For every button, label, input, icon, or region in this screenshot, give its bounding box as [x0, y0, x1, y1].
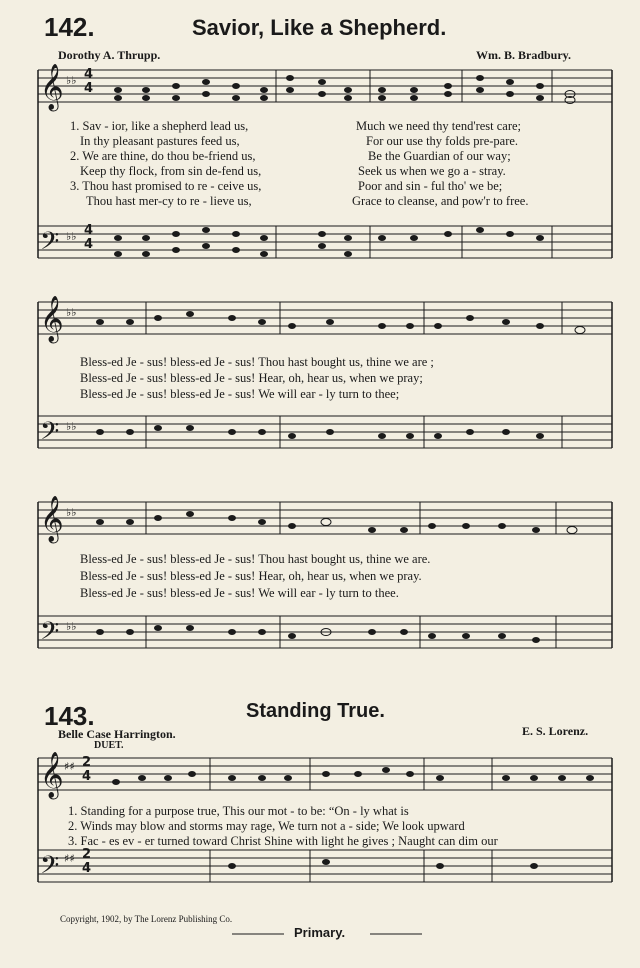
svg-text:𝄞: 𝄞	[40, 64, 64, 110]
hymn-number-143: 143.	[44, 701, 95, 731]
svg-text:♭♭: ♭♭	[66, 620, 77, 633]
author-credit-143: Belle Case Harrington.	[58, 727, 176, 741]
hymn-title-143: Standing True.	[246, 700, 385, 722]
verse-line: For our use thy folds pre-pare.	[366, 134, 519, 148]
verse-block	[70, 119, 600, 209]
svg-text:𝄢: 𝄢	[40, 227, 60, 262]
time-signature-bass: 4 4	[84, 223, 94, 252]
refrain-1	[80, 355, 434, 403]
verse-line: In thy pleasant pastures feed us,	[80, 134, 240, 148]
verse-line: Seek us when we go a - stray.	[358, 164, 506, 178]
verse-line: 1. Sav - ior, like a shepherd lead us,	[70, 119, 249, 133]
refrain-2	[80, 552, 430, 603]
verse-line: Thou hast mer-cy to re - lieve us,	[86, 194, 252, 208]
composer-credit-143: E. S. Lorenz.	[522, 724, 589, 738]
refrain-line: Bless-ed Je - sus! bless-ed Je - sus! Thou hast bought us, thine we are ;	[80, 355, 434, 369]
verse-line: 2. Winds may blow and storms may rage, We turn not a - side; We look upward	[68, 819, 465, 833]
verse-line: 3. Thou hast promised to re - ceive us,	[70, 179, 262, 193]
svg-text:𝄞: 𝄞	[40, 496, 64, 542]
svg-text:♭♭: ♭♭	[66, 74, 77, 87]
svg-text:𝄢: 𝄢	[40, 617, 60, 652]
svg-text:♭♭: ♭♭	[66, 230, 77, 243]
svg-text:♭♭: ♭♭	[66, 306, 77, 319]
verse-block-143	[68, 804, 498, 849]
verse-line: 3. Fac - es ev - er turned toward Christ Shine with light he gives ; Naught can dim our	[68, 834, 498, 848]
verse-line: Grace to cleanse, and pow'r to free.	[352, 194, 529, 208]
verse-line: 2. We are thine, do thou be-friend us,	[70, 149, 256, 163]
svg-text:♭♭: ♭♭	[66, 506, 77, 519]
verse-line: Be the Guardian of our way;	[368, 149, 511, 163]
svg-text:♯♯: ♯♯	[64, 760, 75, 773]
verse-line: Keep thy flock, from sin de-fend us,	[80, 164, 262, 178]
verse-line: 1. Standing for a purpose true, This our mot - to be: “On - ly what is	[68, 804, 409, 818]
svg-text:𝄢: 𝄢	[40, 851, 60, 886]
svg-text:𝄞: 𝄞	[40, 296, 64, 342]
time-signature-143: 2 4	[82, 755, 92, 784]
composer-credit: Wm. B. Bradbury.	[476, 48, 572, 62]
author-credit: Dorothy A. Thrupp.	[58, 48, 161, 62]
refrain-line: Bless-ed Je - sus! bless-ed Je - sus! Hear, oh, hear us, when we pray.	[80, 569, 422, 583]
refrain-line: Bless-ed Je - sus! bless-ed Je - sus! We will ear - ly turn to thee.	[80, 586, 399, 600]
refrain-line: Bless-ed Je - sus! bless-ed Je - sus! We will ear - ly turn to thee;	[80, 387, 400, 401]
hymn-number: 142.	[44, 12, 95, 42]
verse-line: Much we need thy tend'rest care;	[356, 119, 522, 133]
copyright: Copyright, 1902, by The Lorenz Publishing Co.	[60, 914, 233, 924]
refrain-line: Bless-ed Je - sus! bless-ed Je - sus! Hear, oh, hear us, when we pray;	[80, 371, 423, 385]
time-signature-143-bass: 2 4	[82, 847, 92, 876]
svg-text:♭♭: ♭♭	[66, 420, 77, 433]
section-label: Primary.	[294, 925, 346, 940]
refrain-line: Bless-ed Je - sus! bless-ed Je - sus! Thou hast bought us, thine we are.	[80, 552, 431, 566]
time-signature: 4 4	[84, 67, 94, 96]
verse-line: Poor and sin - ful tho' we be;	[358, 179, 503, 193]
hymn-title: Savior, Like a Shepherd.	[192, 15, 447, 40]
svg-text:♯♯: ♯♯	[64, 852, 75, 865]
duet-label: DUET.	[94, 740, 124, 751]
svg-text:𝄢: 𝄢	[40, 417, 60, 452]
svg-text:𝄞: 𝄞	[40, 752, 64, 798]
